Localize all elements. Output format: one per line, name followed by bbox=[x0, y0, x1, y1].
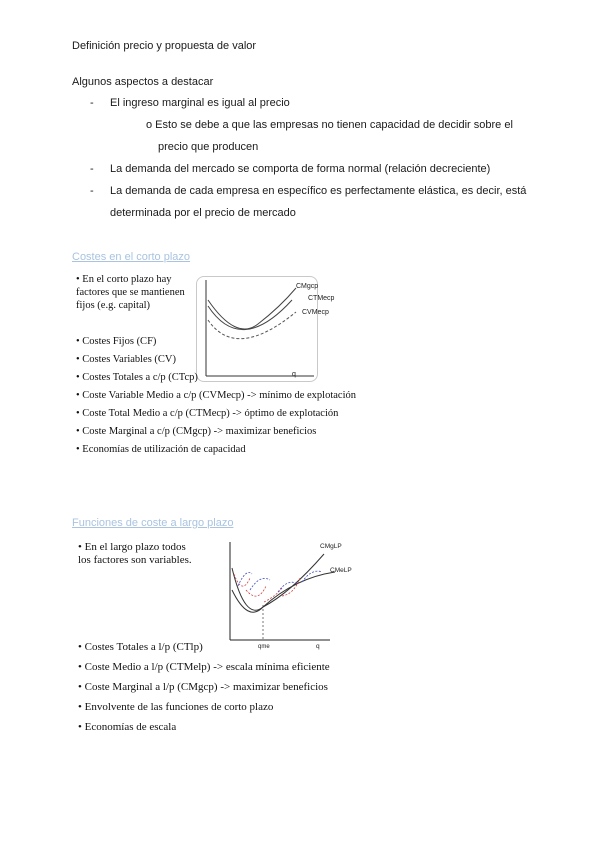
graph-axis-qmin: qme bbox=[258, 644, 270, 650]
long-run-heading[interactable]: Funciones de coste a largo plazo bbox=[72, 517, 234, 529]
bullet-item: • Coste Medio a l/p (CTMelp) -> escala mínima eficiente bbox=[78, 661, 330, 673]
sub-list-item: o Esto se debe a que las empresas no tienen capacidad de decidir sobre el bbox=[146, 119, 513, 131]
bullet-item: • Costes Variables (CV) bbox=[76, 354, 177, 365]
graph-label-cvmecp: CVMecp bbox=[302, 309, 329, 316]
short-run-intro bbox=[76, 273, 185, 312]
graph-label-cmelp: CMeLP bbox=[330, 567, 352, 574]
long-run-intro bbox=[78, 541, 192, 567]
list-item: El ingreso marginal es igual al precio bbox=[110, 97, 290, 109]
bullet-item: • Costes Totales a l/p (CTlp) bbox=[78, 641, 203, 653]
dash-bullet: - bbox=[90, 97, 94, 109]
bullet-item: • Coste Variable Medio a c/p (CVMecp) -> mínimo de explotación bbox=[76, 390, 357, 401]
intro-line: • En el largo plazo todos bbox=[78, 541, 186, 553]
graph-label-ctmecp: CTMecp bbox=[308, 295, 335, 302]
ctmecp-curve bbox=[208, 300, 292, 330]
bullet-item: • Coste Marginal a c/p (CMgcp) -> maximizar beneficios bbox=[76, 426, 317, 437]
dash-bullet: - bbox=[90, 163, 94, 175]
section-subtitle: Algunos aspectos a destacar bbox=[72, 76, 214, 88]
list-item: La demanda de cada empresa en específico es perfectamente elástica, es decir, está bbox=[110, 185, 527, 197]
short-run-cost-graph bbox=[196, 276, 366, 386]
bullet-item: • Coste Total Medio a c/p (CTMecp) -> óptimo de explotación bbox=[76, 408, 339, 419]
long-run-cost-graph bbox=[220, 538, 360, 650]
bullet-item: • Economías de escala bbox=[78, 721, 177, 733]
graph-label-cmglp: CMgLP bbox=[320, 543, 342, 550]
cmgcp-curve bbox=[208, 288, 296, 329]
graph-label-cmgcp: CMgcp bbox=[296, 283, 319, 290]
bullet-item: • Coste Marginal a l/p (CMgcp) -> maximizar beneficios bbox=[78, 681, 328, 693]
bullet-item: • Envolvente de las funciones de corto plazo bbox=[78, 701, 274, 713]
cmglp-curve bbox=[232, 554, 324, 610]
sub-list-item-continued: precio que producen bbox=[158, 141, 259, 153]
intro-line: fijos (e.g. capital) bbox=[76, 300, 151, 311]
bullet-item: • Economías de utilización de capacidad bbox=[76, 444, 246, 455]
list-item-continued: determinada por el precio de mercado bbox=[110, 207, 296, 219]
document-title: Definición precio y propuesta de valor bbox=[72, 40, 257, 52]
graph-axis-q: q bbox=[316, 643, 320, 650]
short-run-ac-curves bbox=[238, 571, 322, 592]
intro-line: los factores son variables. bbox=[78, 554, 192, 566]
intro-line: factores que se mantienen bbox=[76, 287, 185, 298]
bullet-item: • Costes Fijos (CF) bbox=[76, 336, 157, 347]
bullet-item: • Costes Totales a c/p (CTcp) bbox=[76, 372, 198, 383]
short-run-heading[interactable]: Costes en el corto plazo bbox=[72, 251, 191, 263]
graph-axis-q: q bbox=[292, 371, 296, 378]
intro-line: • En el corto plazo hay bbox=[76, 274, 172, 285]
dash-bullet: - bbox=[90, 185, 94, 197]
list-item: La demanda del mercado se comporta de forma normal (relación decreciente) bbox=[110, 163, 491, 175]
